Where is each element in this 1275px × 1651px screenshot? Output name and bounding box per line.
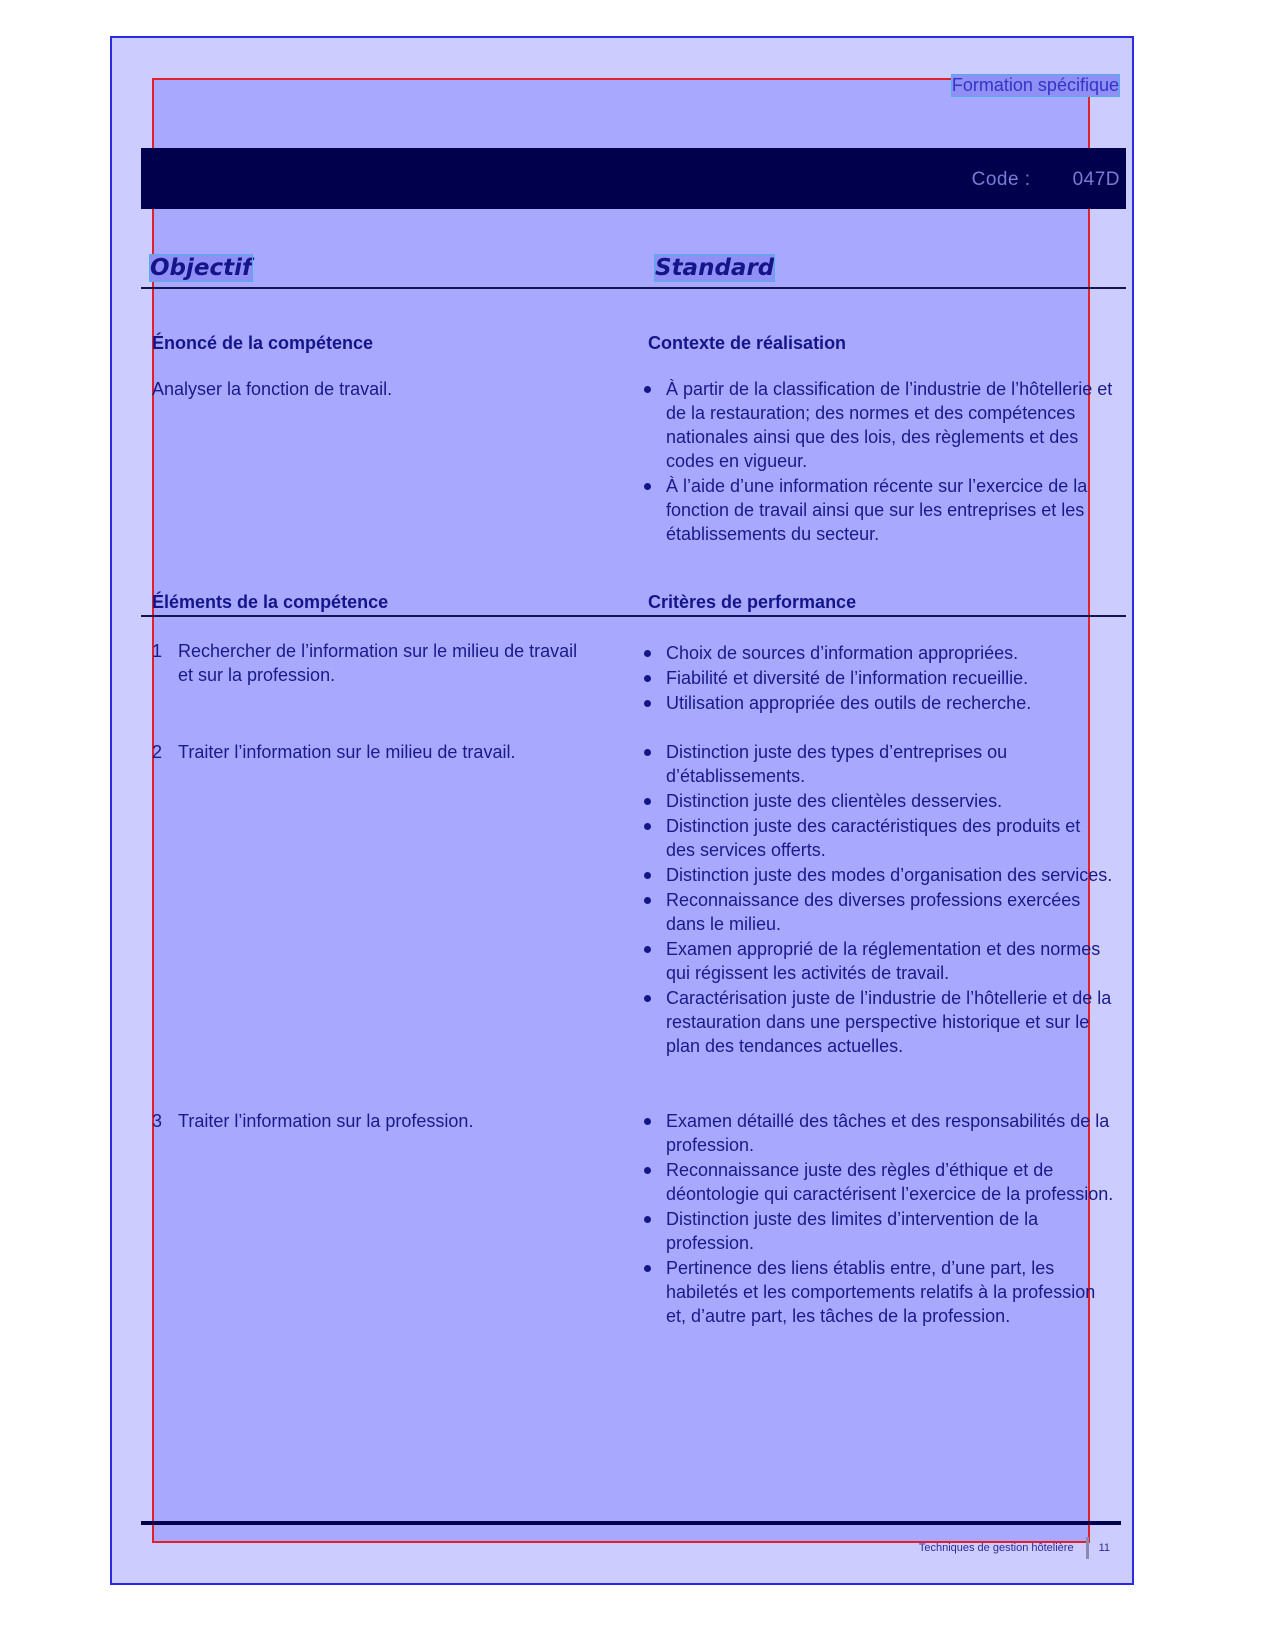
footer-rule (141, 1521, 1121, 1525)
criterion-item: Distinction juste des clientèles desservies. (644, 789, 1114, 813)
criteria-list-3 (644, 1109, 1114, 1329)
code-label: Code : (971, 169, 1031, 190)
criterion-item: Choix de sources d’information appropriées. (644, 641, 1114, 665)
objective-heading: Objectif (150, 255, 253, 281)
element-text: Traiter l’information sur le milieu de travail. (178, 742, 516, 762)
criterion-item: Distinction juste des limites d’intervention de la profession. (644, 1207, 1114, 1255)
footer-separator (1086, 1537, 1089, 1559)
competency-code (972, 169, 1120, 191)
criterion-item: Distinction juste des caractéristiques des produits et des services offerts. (644, 814, 1114, 862)
element-number: 1 (152, 641, 163, 661)
element-3 (152, 1109, 622, 1133)
criterion-item: Distinction juste des modes d’organisation des services. (644, 863, 1114, 887)
page-footer (919, 1537, 1110, 1559)
element-number: 2 (152, 742, 163, 762)
footer-program-name: Techniques de gestion hôtelière (918, 1541, 1074, 1554)
criteria-heading: Critères de performance (648, 592, 857, 612)
criterion-item: Utilisation appropriée des outils de recherche. (644, 691, 1114, 715)
criterion-item: Reconnaissance des diverses professions exercées dans le milieu. (644, 888, 1114, 936)
criteria-list-1 (644, 641, 1114, 716)
criterion-item: Caractérisation juste de l’industrie de l’hôtellerie et de la restauration dans une perspective historique et sur le plan des tendances actuelles. (644, 986, 1114, 1058)
criterion-item: Examen approprié de la réglementation et des normes qui régissent les activités de travail. (644, 937, 1114, 985)
competence-statement: Analyser la fonction de travail. (152, 379, 393, 399)
context-item: À l’aide d’une information récente sur l’exercice de la fonction de travail ainsi que sur les entreprises et les établissements du secteur. (644, 474, 1114, 546)
statement-heading: Énoncé de la compétence (152, 333, 374, 353)
criteria-list-2 (644, 740, 1114, 1059)
context-list (644, 377, 1114, 547)
page-number: 11 (1098, 1541, 1110, 1554)
standard-heading: Standard (655, 255, 775, 281)
elements-heading: Éléments de la compétence (152, 592, 389, 612)
criterion-item: Fiabilité et diversité de l’information recueillie. (644, 666, 1114, 690)
element-text: Traiter l’information sur la profession. (178, 1111, 474, 1131)
heading-rule (141, 287, 1126, 289)
element-2 (152, 740, 622, 764)
code-value: 047D (1072, 169, 1120, 190)
context-item: À partir de la classification de l’industrie de l’hôtellerie et de la restauration; des normes et des compétences nationales ainsi que des lois, des règlements et des codes en vigueur. (644, 377, 1114, 473)
criterion-item: Examen détaillé des tâches et des responsabilités de la profession. (644, 1109, 1114, 1157)
elements-rule (141, 615, 1126, 617)
criterion-item: Distinction juste des types d’entreprises ou d’établissements. (644, 740, 1114, 788)
context-heading: Contexte de réalisation (648, 333, 847, 353)
element-number: 3 (152, 1111, 163, 1131)
program-label: Formation spécifique (951, 75, 1119, 95)
criterion-item: Reconnaissance juste des règles d’éthique et de déontologie qui caractérisent l’exercice de la profession. (644, 1158, 1114, 1206)
criterion-item: Pertinence des liens établis entre, d’une part, les habiletés et les comportements relatifs à la profession et, d’autre part, les tâches de la profession. (644, 1256, 1114, 1328)
element-1 (152, 639, 592, 687)
element-text: Rechercher de l’information sur le milieu de travail et sur la profession. (178, 641, 578, 685)
